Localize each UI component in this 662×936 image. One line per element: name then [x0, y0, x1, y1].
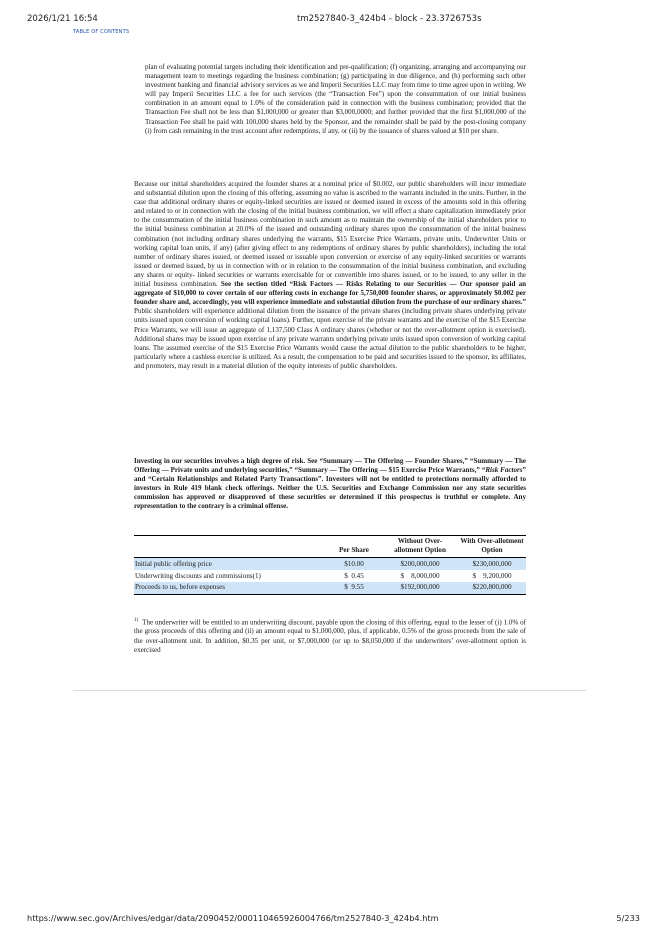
dilution-text-a: Because our initial shareholders acquired the founder shares at a nominal price of $0.002, our public shareholders will incur immediate and substantial dilution upon the closing of this offering, assuming no value is ascribed to the warrants included in the units. Further, in the case that additional ordinary shares or equity-linked securities are issued or deemed issued in excess of the amounts sold in this offering and related to or in connection with the closing of the initial business combination, we will effect a share capitalization immediately prior to the consummation of the initial business combination in such amount as to maintain the ownership of the initial shareholders prior to the initial business combination at 20.0% of the issued and outstanding ordinary shares upon the consummation of the initial business combination (not including ordinary shares underlying the warrants, $15 Exercise Price Warrants, private units, Underwriter Units or working capital loan units, if any) (after giving effect to any redemptions of ordinary shares by public shareholders), including the total number of ordinary shares issued, or deemed issued or issuable upon conversion or exercise of any equity-linked securities or warrants issued or deemed issued, by us in connection with or in relation to the consummation of the initial business combination, and excluding any shares or equity- linked securities or warrants exercisable for or convertible into shares issued, or to be issued, to any seller in the initial business combination. [134, 180, 526, 289]
table-row [134, 570, 526, 582]
header-without-overallotment: Without Over-allotment Option [394, 537, 446, 555]
print-datetime: 2026/1/21 16:54 [27, 14, 98, 24]
without-overallotment-value: $192,000,000 [382, 582, 458, 594]
header-per-share: Per Share [339, 546, 369, 555]
row-label: Underwriting discounts and commissions(1) [135, 571, 261, 580]
with-overallotment-value: $230,000,000 [458, 558, 526, 570]
footnote-marker: 1) [134, 618, 139, 623]
with-overallotment-value: $ 9,200,000 [472, 571, 512, 580]
transaction-fee-paragraph: plan of evaluating potential targets including their identification and pre-qualification; (f) organizing, arranging and accompanying our management team to meetings regarding the business combination; (g) participating in due diligence, and (h) performing such other investment banking and financial advisory services as we and Imperii Securities LLC may from time to time agree upon in writing. We will pay Imperii Securities LLC a fee for such services (the “Transaction Fee”) upon the consummation of our initial business combination in an amount equal to 1.0% of the consideration paid in connection with the business combination; provided that the Transaction Fee shall not be less than $1,000,000 or greater than $3,000,0000; and further provided that the first $1,000,000 of the Transaction Fee shall be paid with 100,000 shares held by the Sponsor, and the remainder shall be paid by the post-closing company (i) from cash remaining in the trust account after redemptions, if any, or (ii) by the issuance of shares valued at $10 per share. [145, 63, 526, 135]
per-share-value: $ 0.45 [344, 571, 364, 580]
table-row [134, 582, 526, 594]
header-blank [134, 536, 326, 558]
print-page-number: 5/233 [616, 913, 640, 923]
risk-warning-text-b: ” and “Certain Relationships and Related Party Transactions”. Investors will not be entitled to protections normally afforded to investors in Rule 419 blank check offerings. Neither the U.S. Securities and Exchange Commission nor any state securities commission has approved or disapproved of these securities or determined if this prospectus is truthful or complete. Any representation to the contrary is a criminal offense. [134, 466, 526, 511]
header-with-overallotment: With Over-allotment Option [460, 537, 524, 555]
table-row [134, 558, 526, 570]
risk-warning-text-a: Investing in our securities involves a high degree of risk. See “Summary — The Offering — Founder Shares,” “Summary — The Offering — Private units and underlying securities,” “Summary — The Offering — $15 Exercise Price Warrants,” “ [134, 457, 526, 475]
print-url: https://www.sec.gov/Archives/edgar/data/2090452/000110465926004766/tm2527840-3_424b4.htm [27, 913, 439, 923]
row-label: Initial public offering price [134, 558, 326, 570]
risk-factors-reference: See the section titled “Risk Factors — Risks Relating to our Securities — Our sponsor paid an aggregate of $10,000 to cover certain of our offering costs in exchange for 5,750,000 founder shares, or approximately $0.002 per founder share and, accordingly, you will experience immediate and substantial dilution from the purchase of our ordinary shares.” [134, 280, 527, 307]
dilution-paragraph [134, 180, 526, 371]
row-label: Proceeds to us, before expenses [134, 582, 326, 594]
table-header-row [134, 536, 526, 558]
page-divider [73, 690, 586, 691]
footnote [134, 616, 526, 655]
footnote-text: The underwriter will be entitled to an underwriting discount, payable upon the closing of this offering, equal to the lesser of (i) 1.0% of the gross proceeds of this offering and (ii) an amount equal to $1,000,000, plus, if applicable, 0.5% of the gross proceeds from the sale of the over-allotment unit. In addition, $0.35 per unit, or $7,000,000 (or up to $8,050,000 if the underwriters’ over-allotment option is exercised [134, 618, 526, 654]
per-share-value: $10.00 [326, 558, 382, 570]
offering-table [134, 535, 526, 595]
dilution-text-b: Public shareholders will experience additional dilution from the issuance of the private shares (including private shares underlying private units issued upon conversion of working capital loans). Further, upon exercise of the private warrants and the exercise of the $15 Exercise Price Warrants, we will issue an aggregate of 1,137,500 Class A ordinary shares (whether or not the over-allotment option is exercised). Additional shares may be issued upon exercise of any private warrants underlying private units issued upon conversion of working capital loans. The assumed exercise of the $15 Exercise Price Warrants would cause the actual dilution to the public shareholders to be higher, particularly where a cashless exercise is utilized. As a result, the compensation to be paid and securities issued to the sponsor, its affiliates, and promoters, may result in a material dilution of the equity interests of public shareholders. [134, 307, 526, 370]
risk-factors-italic: Risk Factors [485, 466, 523, 475]
table-of-contents-link[interactable]: TABLE OF CONTENTS [73, 29, 130, 35]
risk-warning-paragraph [134, 457, 526, 512]
without-overallotment-value: $200,000,000 [382, 558, 458, 570]
print-doc-title: tm2527840-3_424b4 - block - 23.3726753s [297, 14, 482, 24]
per-share-value: $ 9.55 [326, 582, 382, 594]
without-overallotment-value: $ 8,000,000 [400, 571, 440, 580]
with-overallotment-value: $220,800,000 [458, 582, 526, 594]
